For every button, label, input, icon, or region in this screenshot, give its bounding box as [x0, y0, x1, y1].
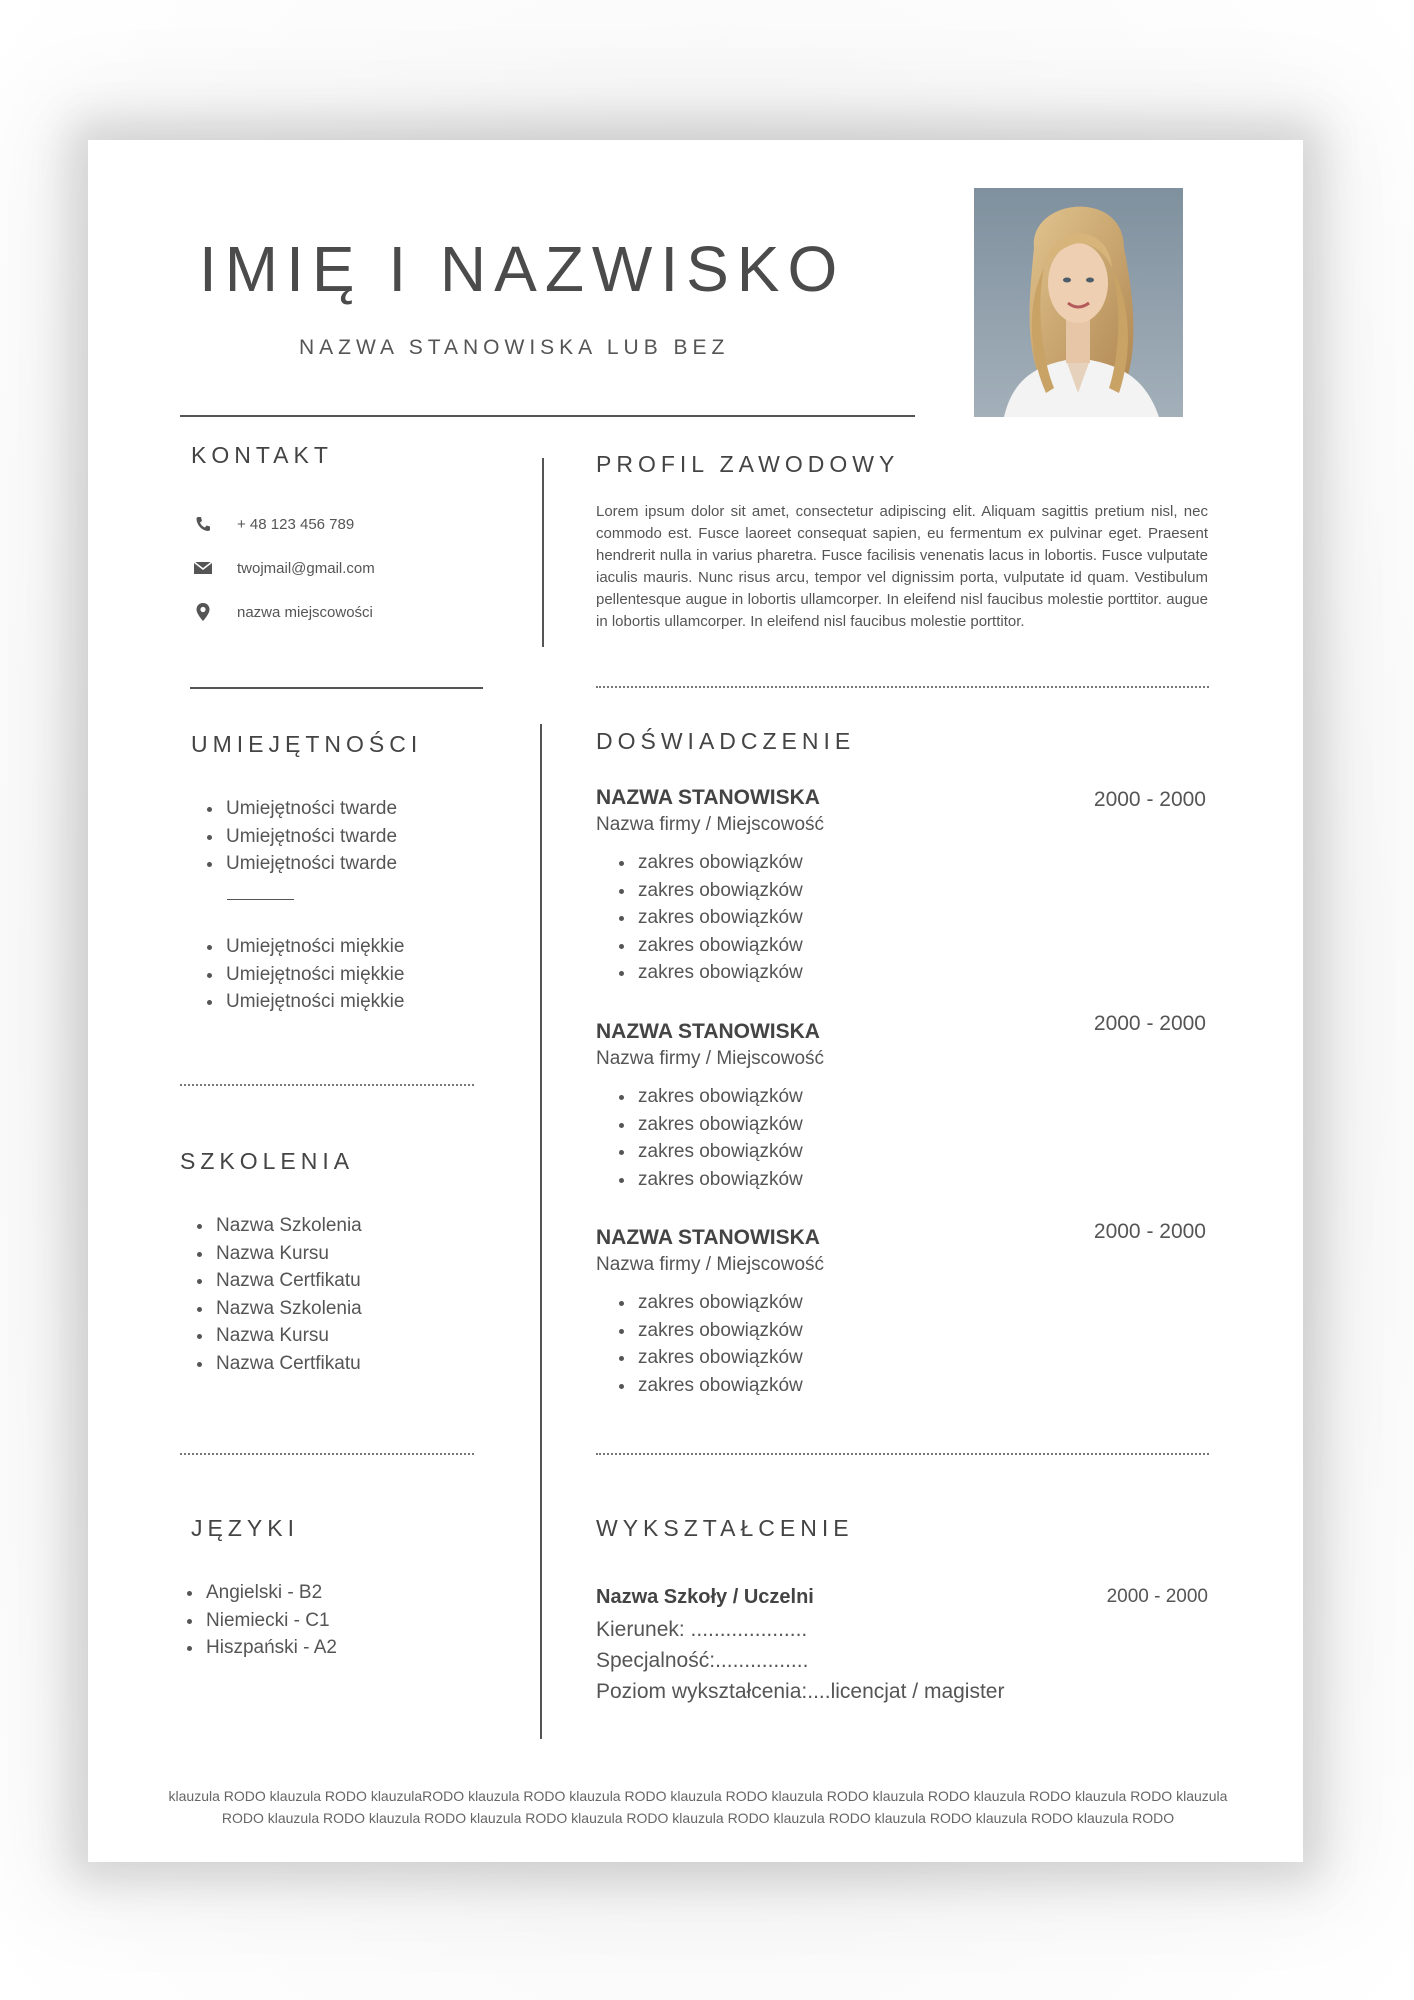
- list-item: • Nazwa Szkolenia: [214, 1295, 520, 1323]
- list-item: • Nazwa Certfikatu: [214, 1350, 520, 1378]
- list-item: • zakres obowiązków: [636, 1111, 1010, 1139]
- trainings-divider: [180, 1453, 474, 1455]
- phone-icon: [193, 514, 213, 534]
- trainings: [190, 1212, 520, 1377]
- school-name: Nazwa Szkoły / Uczelni: [596, 1586, 814, 1608]
- profile-photo: [974, 188, 1183, 417]
- job-3-dates: 2000 - 2000: [1093, 1220, 1206, 1243]
- list-item: • Nazwa Certfikatu: [214, 1267, 520, 1295]
- envelope-icon: [193, 558, 213, 578]
- list-item: • zakres obowiązków: [636, 1138, 1010, 1166]
- list-item: • Nazwa Kursu: [214, 1322, 520, 1350]
- job-1-title: NAZWA STANOWISKA: [596, 786, 820, 809]
- email-address: twojmail@gmail.com: [237, 560, 375, 577]
- job-2-dates: 2000 - 2000: [1093, 1012, 1206, 1035]
- list-item: • zakres obowiązków: [636, 959, 1010, 987]
- list-item: • zakres obowiązków: [636, 877, 1010, 905]
- list-item: • Angielski - B2: [204, 1579, 510, 1607]
- job-3-duties: [610, 1289, 1010, 1399]
- education-level: Poziom wykształcenia:....licencjat / magister: [596, 1680, 1005, 1703]
- list-item: • zakres obowiązków: [636, 1372, 1010, 1400]
- column-divider-top: [542, 458, 544, 647]
- skills-heading: UMIEJĘTNOŚCI: [191, 731, 423, 757]
- list-item: • zakres obowiązków: [636, 904, 1010, 932]
- job-1-duties-list: [610, 849, 1010, 987]
- soft-skills: [200, 933, 520, 1016]
- education-specialty: Specjalność:................: [596, 1649, 809, 1672]
- hard-skills-list: [200, 795, 520, 878]
- job-1-duties: [610, 849, 1010, 987]
- experience-divider: [596, 1453, 1209, 1455]
- list-item: • zakres obowiązków: [636, 1166, 1010, 1194]
- job-3-company: Nazwa firmy / Miejscowość: [596, 1254, 825, 1275]
- portrait-illustration: [974, 188, 1183, 417]
- job-3-title: NAZWA STANOWISKA: [596, 1226, 820, 1249]
- list-item: • Umiejętności twarde: [224, 850, 520, 878]
- list-item: • Umiejętności twarde: [224, 795, 520, 823]
- list-item: • zakres obowiązków: [636, 849, 1010, 877]
- job-1-company: Nazwa firmy / Miejscowość: [596, 814, 825, 835]
- education-field: Kierunek: ....................: [596, 1618, 808, 1641]
- header-divider: [180, 415, 915, 417]
- person-name: IMIĘ I NAZWISKO: [199, 233, 846, 305]
- education-heading: WYKSZTAŁCENIE: [596, 1515, 854, 1541]
- hard-skills: [200, 795, 520, 878]
- skills-mini-divider: [227, 899, 294, 900]
- list-item: • Nazwa Kursu: [214, 1240, 520, 1268]
- job-2-duties: [610, 1083, 1010, 1193]
- list-item: • Umiejętności miękkie: [224, 961, 520, 989]
- education-dates: 2000 - 2000: [1106, 1586, 1208, 1607]
- list-item: • Hiszpański - A2: [204, 1634, 510, 1662]
- list-item: • zakres obowiązków: [636, 1289, 1010, 1317]
- list-item: • zakres obowiązków: [636, 1317, 1010, 1345]
- languages: [180, 1579, 510, 1662]
- list-item: • zakres obowiązków: [636, 1344, 1010, 1372]
- languages-list: [180, 1579, 510, 1662]
- experience-heading: DOŚWIADCZENIE: [596, 728, 856, 754]
- job-1-dates: 2000 - 2000: [1093, 788, 1206, 811]
- list-item: • Umiejętności miękkie: [224, 933, 520, 961]
- soft-skills-list: [200, 933, 520, 1016]
- contact-heading: KONTAKT: [191, 442, 333, 468]
- list-item: • Niemiecki - C1: [204, 1607, 510, 1635]
- skills-divider: [180, 1084, 474, 1086]
- cv-sheet: [88, 140, 1303, 1862]
- list-item: • Umiejętności twarde: [224, 823, 520, 851]
- job-2-company: Nazwa firmy / Miejscowość: [596, 1048, 825, 1069]
- job-subtitle: NAZWA STANOWISKA LUB BEZ: [299, 336, 730, 359]
- trainings-heading: SZKOLENIA: [180, 1148, 355, 1174]
- job-2-duties-list: [610, 1083, 1010, 1193]
- column-divider-main: [540, 724, 542, 1739]
- trainings-list: [190, 1212, 520, 1377]
- list-item: • Nazwa Szkolenia: [214, 1212, 520, 1240]
- phone-number: + 48 123 456 789: [237, 516, 355, 533]
- list-item: • zakres obowiązków: [636, 932, 1010, 960]
- profile-heading: PROFIL ZAWODOWY: [596, 451, 900, 477]
- job-2-title: NAZWA STANOWISKA: [596, 1020, 820, 1043]
- list-item: • Umiejętności miękkie: [224, 988, 520, 1016]
- rodo-clause: klauzula RODO klauzula RODO klauzulaRODO klauzula RODO klauzula RODO klauzula RODO klauzula RODO klauzula RODO klauzula RODO klauzula RODO klauzula RODO klauzula RODO klauzula RODO klauzula RODO klauzula RODO klauzula RODO klauzula RODO klauzula RODO klauzula RODO klauzula RODO: [168, 1788, 1228, 1826]
- location-name: nazwa miejscowości: [237, 604, 373, 621]
- languages-heading: JĘZYKI: [191, 1515, 299, 1541]
- profile-text: Lorem ipsum dolor sit amet, consectetur adipiscing elit. Aliquam sagittis pretium nisl, nec commodo est. Fusce laoreet consequat sapien, eu fermentum ex pulvinar eget. Praesent hendrerit nulla in varius pharetra. Fusce facilisis venenatis lacus in lobortis. Fusce vulputate iaculis mauris. Nunc risus arcu, tempor vel dignissim porta, vulputate id quam. Vestibulum pellentesque augue in lobortis ullamcorper. In eleifend nisl faucibus molestie porttitor. augue in lobortis ullamcorper. In eleifend nisl faucibus molestie porttitor.: [596, 503, 1208, 630]
- map-pin-icon: [193, 602, 213, 622]
- job-3-duties-list: [610, 1289, 1010, 1399]
- contact-divider: [190, 687, 483, 689]
- profile-divider: [596, 686, 1209, 688]
- list-item: • zakres obowiązków: [636, 1083, 1010, 1111]
